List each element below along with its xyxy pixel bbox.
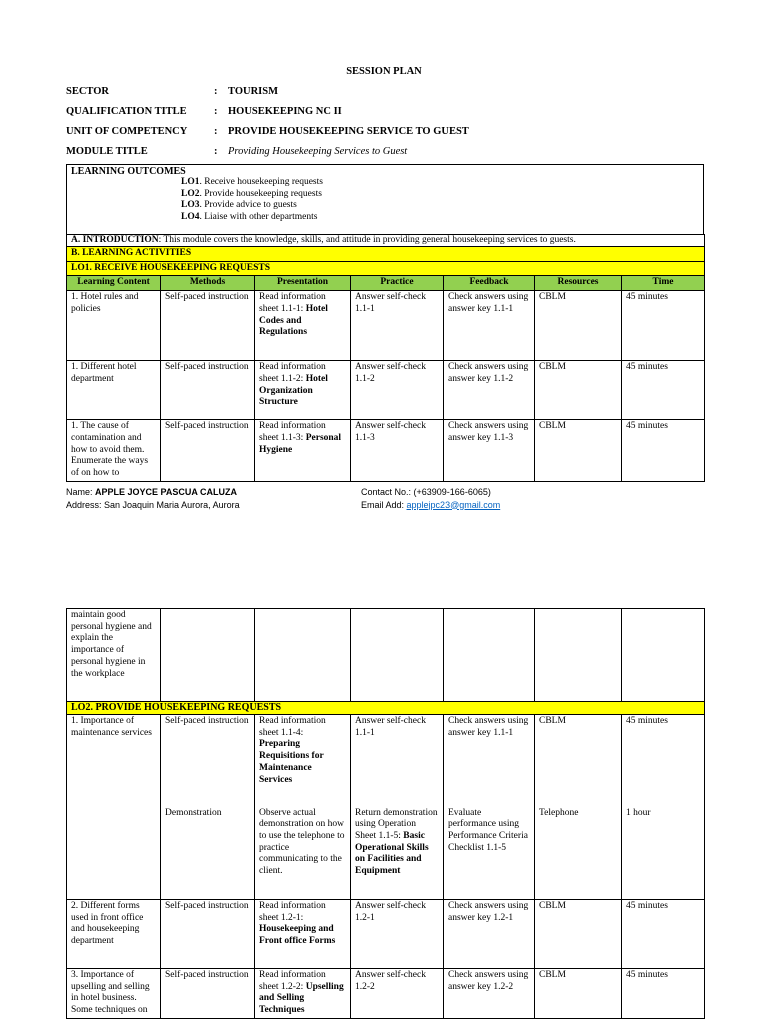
table-row [67,900,705,969]
methods-cell: Self-paced instruction [161,900,255,969]
resources-cell: CBLM [535,969,622,1019]
practice-cell: Return demonstration using Operation Sheet 1.1-5: Basic Operational Skills on Facilities and Equipment [351,807,444,900]
methods-cell [161,609,255,702]
methods-cell: Self-paced instruction [161,420,255,482]
methods-cell: Self-paced instruction [161,361,255,420]
feedback-cell: Check answers using answer key 1.1-1 [444,291,535,361]
column-header: Learning Content [67,276,161,291]
learning-content-cell: 1. Different hotel department [67,361,161,420]
footer-right [361,486,500,511]
learning-outcome-item: LO1. Receive housekeeping requests [181,177,323,187]
learning-content-cell: 1. The cause of contamination and how to avoid them. Enumerate the ways of on how to [67,420,161,482]
feedback-cell: Check answers using answer key 1.1-1 [444,715,535,807]
presentation-cell: Read information sheet 1.1-2: Hotel Organization Structure [255,361,351,420]
learning-outcome-item: LO4. Liaise with other departments [181,211,318,222]
practice-cell: Answer self-check 1.1-1 [351,291,444,361]
time-cell: 45 minutes [622,969,705,1019]
info-label: UNIT OF COMPETENCY [66,126,188,137]
lo2-heading-row [67,702,705,715]
lo2-heading: LO2. PROVIDE HOUSEKEEPING REQUESTS [67,702,704,714]
presentation-cell: Read information sheet 1.2-1: Housekeeping and Front office Forms [255,900,351,969]
lo1-heading: LO1. RECEIVE HOUSEKEEPING REQUESTS [67,261,705,276]
info-colon: : [214,146,218,157]
time-cell: 45 minutes [622,291,705,361]
practice-cell: Answer self-check 1.2-2 [351,969,444,1019]
info-colon: : [214,106,218,117]
feedback-cell: Check answers using answer key 1.1-3 [444,420,535,482]
info-value: PROVIDE HOUSEKEEPING SERVICE TO GUEST [228,126,469,137]
learning-content-cell [67,807,161,900]
feedback-cell [444,609,535,702]
table-row [67,807,705,900]
resources-cell: CBLM [535,291,622,361]
learning-outcomes-heading: LEARNING OUTCOMES [71,166,186,177]
resources-cell: CBLM [535,715,622,807]
feedback-cell: Check answers using answer key 1.2-2 [444,969,535,1019]
time-cell: 45 minutes [622,361,705,420]
presentation-cell: Read information sheet 1.2-2: Upselling and Selling Techniques [255,969,351,1019]
learning-content-cell: maintain good personal hygiene and explain the importance of personal hygiene in the workplace [67,609,161,702]
learning-activities-table-page2 [66,608,705,1019]
time-cell: 45 minutes [622,715,705,807]
learning-content-cell: 3. Importance of upselling and selling in hotel business. Some techniques on [67,969,161,1019]
table-row [67,969,705,1019]
table-row [67,420,705,482]
column-header: Resources [535,276,622,291]
info-colon: : [214,86,218,97]
author-name: Name: APPLE JOYCE PASCUA CALUZA [66,487,238,497]
info-value: Providing Housekeeping Services to Guest [228,146,408,157]
resources-cell: CBLM [535,361,622,420]
practice-cell: Answer self-check 1.1-3 [351,420,444,482]
methods-cell: Self-paced instruction [161,969,255,1019]
column-header: Practice [351,276,444,291]
table-row [67,715,705,807]
practice-cell: Answer self-check 1.1-1 [351,715,444,807]
author-address: Address: San Joaquin Maria Aurora, Aurora [66,499,240,510]
time-cell: 45 minutes [622,420,705,482]
learning-outcome-item: LO2. Provide housekeeping requests [181,188,322,199]
feedback-cell: Check answers using answer key 1.1-2 [444,361,535,420]
email-link[interactable]: applejpc23@gmail.com [406,499,501,510]
presentation-cell [255,609,351,702]
info-label: QUALIFICATION TITLE [66,106,187,117]
footer-left [66,486,240,511]
column-header: Feedback [444,276,535,291]
practice-cell: Answer self-check 1.1-2 [351,361,444,420]
learning-activities-table-page1 [66,234,705,482]
feedback-cell: Evaluate performance using Performance Criteria Checklist 1.1-5 [444,807,535,900]
learning-outcome-item: LO3. Provide advice to guests [181,200,297,210]
practice-cell [351,609,444,702]
resources-cell [535,609,622,702]
table-row [67,361,705,420]
info-label: MODULE TITLE [66,146,148,157]
learning-outcomes-box [66,164,704,235]
methods-cell: Self-paced instruction [161,715,255,807]
learning-content-cell: 2. Different forms used in front office and housekeeping department [67,900,161,969]
presentation-cell: Observe actual demonstration on how to use the telephone to practice communicating to the client. [255,807,351,900]
presentation-cell: Read information sheet 1.1-4: Preparing Requisitions for Maintenance Services [255,715,351,807]
info-label: SECTOR [66,86,109,97]
time-cell: 1 hour [622,807,705,900]
learning-outcomes-list [181,177,323,223]
info-value: TOURISM [228,86,278,97]
column-header-row [67,276,705,291]
section-b-heading: B. LEARNING ACTIVITIES [67,247,705,262]
introduction-row: A. INTRODUCTION: This module covers the knowledge, skills, and attitude in providing general housekeeping services to guests. [67,235,705,247]
practice-cell: Answer self-check 1.2-1 [351,900,444,969]
time-cell [622,609,705,702]
column-header: Presentation [255,276,351,291]
document-title: SESSION PLAN [346,66,422,77]
table-row [67,609,705,702]
info-value: HOUSEKEEPING NC II [228,106,342,117]
email-line: Email Add: applejpc23@gmail.com [361,499,501,510]
info-colon: : [214,126,218,137]
column-header: Methods [161,276,255,291]
methods-cell: Self-paced instruction [161,291,255,361]
time-cell: 45 minutes [622,900,705,969]
presentation-cell: Read information sheet 1.1-1: Hotel Codes and Regulations [255,291,351,361]
resources-cell: CBLM [535,420,622,482]
learning-content-cell: 1. Importance of maintenance services [67,715,161,807]
resources-cell: Telephone [535,807,622,900]
feedback-cell: Check answers using answer key 1.2-1 [444,900,535,969]
column-header: Time [622,276,705,291]
learning-content-cell: 1. Hotel rules and policies [67,291,161,361]
presentation-cell: Read information sheet 1.1-3: Personal Hygiene [255,420,351,482]
contact-number: Contact No.: (+63909-166-6065) [361,487,491,497]
resources-cell: CBLM [535,900,622,969]
methods-cell: Demonstration [161,807,255,900]
table-row [67,291,705,361]
